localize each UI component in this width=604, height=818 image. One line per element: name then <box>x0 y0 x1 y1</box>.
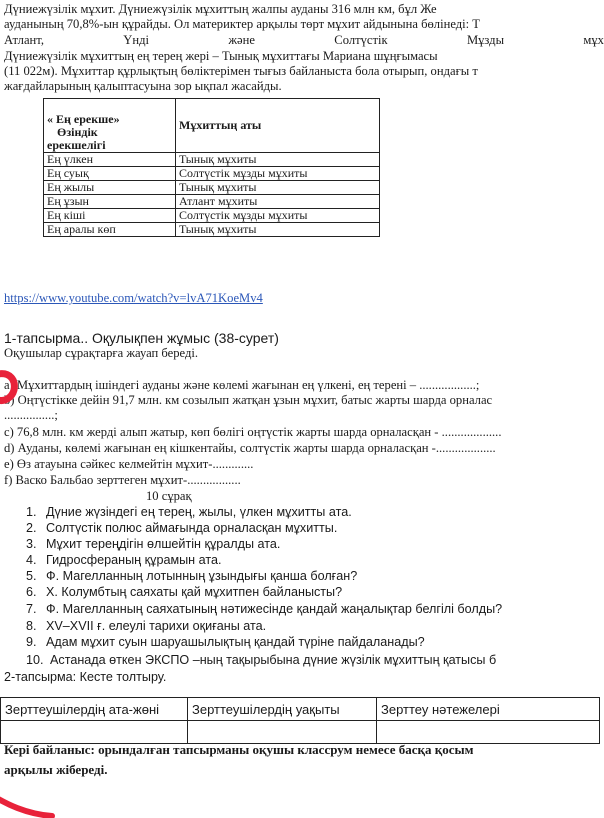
question-item <box>26 602 502 616</box>
task1-title: 1-тапсырма.. Оқулықпен жұмыс (38-сурет) <box>4 330 279 346</box>
ocean-word: Мұзды <box>466 33 505 47</box>
question-text: Солтүстік полюс аймағында орналасқан мұхитты. <box>46 521 338 535</box>
table-row <box>44 195 380 209</box>
task2-title: 2-тапсырма: Кесте толтыру. <box>4 670 167 684</box>
youtube-link[interactable]: https://www.youtube.com/watch?v=lvA71KoeMv4 <box>4 291 263 305</box>
question-number: 7. <box>26 602 37 616</box>
feature-cell: Ең суық <box>44 167 176 181</box>
ocean-cell: Тынық мұхиты <box>176 181 380 195</box>
question-text: Дүние жүзіндегі ең терең, жылы, үлкен мұхитты ата. <box>46 505 352 519</box>
feature-cell: Ең кіші <box>44 209 176 223</box>
researchers-table <box>0 697 600 744</box>
question-text: Мұхит тереңдігін өлшейтін құралды ата. <box>46 537 281 551</box>
ocean-word: Үнді <box>123 33 150 47</box>
task1-subtitle: Оқушылар сұрақтарға жауап береді. <box>4 346 199 360</box>
task1-item-a: а) Мұхиттардың ішіндегі ауданы және көлемі жағынан ең үлкені, ең терені – ..................; <box>4 378 480 392</box>
ocean-word: Атлант, <box>4 33 44 47</box>
ocean-cell: Атлант мұхиты <box>176 195 380 209</box>
question-number: 6. <box>26 585 37 599</box>
question-text: Ф. Магелланның саяхатының нәтижесінде қандай жаңалықтар белгілі болды? <box>46 602 503 616</box>
questions-title: 10 сұрақ <box>146 489 192 503</box>
ocean-cell: Солтүстік мұзды мұхиты <box>176 209 380 223</box>
feedback-text <box>4 740 604 780</box>
question-item <box>26 505 352 519</box>
ocean-word: және <box>228 33 255 47</box>
feature-cell: Ең үлкен <box>44 153 176 167</box>
question-text: XV–XVII ғ. елеулі тарихи оқиғаны ата. <box>46 619 267 633</box>
column-header: Зерттеушілердің ата-жөні <box>1 698 188 721</box>
column-header: Зерттеушілердің уақыты <box>188 698 377 721</box>
ocean-cell: Тынық мұхиты <box>176 223 380 237</box>
intro-line-6: жағдайларының қалыптасуына зор ықпал жасайды. <box>4 79 282 93</box>
question-item <box>26 585 342 599</box>
ocean-name-header: Мұхиттың аты <box>176 99 380 153</box>
question-item <box>26 653 496 667</box>
task1-item-b: b) Оңтүстікке дейін 91,7 млн. км созылып жатқан ұзын мұхит, батыс жарты шарда орналас <box>4 393 493 407</box>
column-header: Зерттеу нәтежелері <box>377 698 600 721</box>
table-header-row <box>44 99 380 153</box>
task1-item-c: с) 76,8 млн. км жерді алып жатыр, көп бөлігі оңтүстік жарты шарда орналасқан - ................... <box>4 425 502 439</box>
intro-line-3 <box>4 33 604 47</box>
table-row <box>44 153 380 167</box>
task1-item-b-cont: ................; <box>4 408 58 422</box>
feature-cell: Ең жылы <box>44 181 176 195</box>
question-number: 4. <box>26 553 37 567</box>
ocean-word: мұх <box>583 33 604 47</box>
feature-cell: Ең аралы көп <box>44 223 176 237</box>
question-item <box>26 553 221 567</box>
header-line: Өзіндік <box>57 125 98 139</box>
ocean-facts-table <box>43 98 380 237</box>
intro-line-5: (11 022м). Мұхиттар құрлықтың бөліктерімен тығыз байланыста бола отырып, ондағы т <box>4 64 478 78</box>
question-text: Гидросфераның құрамын ата. <box>46 553 222 567</box>
table-header-row <box>1 698 600 721</box>
red-annotation-arc <box>0 788 56 818</box>
ocean-word: Солтүстік <box>334 33 388 47</box>
task1-item-e: e) Өз атауына сәйкес келмейтін мұхит-............. <box>4 457 254 471</box>
question-item <box>26 619 266 633</box>
feedback-line: Кері байланыс: орындалған тапсырманы оқушы классрум немесе басқа қосым <box>4 742 474 757</box>
intro-line-2: ауданының 70,8%-ын құрайды. Ол материктер арқылы төрт мұхит айдынына бөлінеді: Т <box>4 17 480 31</box>
question-number: 1. <box>26 505 37 519</box>
feedback-line: арқылы жібереді. <box>4 762 108 777</box>
table-row <box>44 167 380 181</box>
question-text: Астанада өткен ЭКСПО –ның тақырыбына дүние жүзілік мұхиттың қатысы б <box>50 653 497 667</box>
question-number: 8. <box>26 619 37 633</box>
question-item <box>26 569 357 583</box>
question-number: 3. <box>26 537 37 551</box>
header-line: ерекшелігі <box>47 138 106 152</box>
table-row <box>44 181 380 195</box>
intro-line-1: Дүниежүзілік мұхит. Дүниежүзілік мұхиттың жалпы ауданы 316 млн км, бұл Же <box>4 2 437 16</box>
feature-header <box>44 99 176 153</box>
question-number: 5. <box>26 569 37 583</box>
table-row <box>44 223 380 237</box>
task1-item-d: d) Ауданы, көлемі жағынан ең кішкентайы, солтүстік жарты шарда орналасқан -................... <box>4 441 496 455</box>
ocean-cell: Тынық мұхиты <box>176 153 380 167</box>
question-text: Ф. Магелланның лотынның ұзындығы қанша болған? <box>46 569 358 583</box>
feature-cell: Ең ұзын <box>44 195 176 209</box>
task1-item-f: f) Васко Бальбао зерттеген мұхит-................. <box>4 473 241 487</box>
question-text: Адам мұхит суын шаруашылықтың қандай түріне пайдаланады? <box>46 635 425 649</box>
question-item <box>26 537 280 551</box>
question-number: 10. <box>26 653 44 667</box>
question-item <box>26 635 425 649</box>
question-number: 2. <box>26 521 37 535</box>
red-annotation-mark <box>0 370 22 404</box>
question-item <box>26 521 337 535</box>
question-number: 9. <box>26 635 37 649</box>
header-line: « Ең ерекше» <box>47 112 120 126</box>
table-row <box>44 209 380 223</box>
intro-line-4: Дүниежүзілік мұхиттың ең терең жері – Тынық мұхиттағы Мариана шұңғымасы <box>4 49 438 63</box>
ocean-cell: Солтүстік мұзды мұхиты <box>176 167 380 181</box>
question-text: Х. Колумбтың саяхаты қай мұхитпен байланысты? <box>46 585 343 599</box>
